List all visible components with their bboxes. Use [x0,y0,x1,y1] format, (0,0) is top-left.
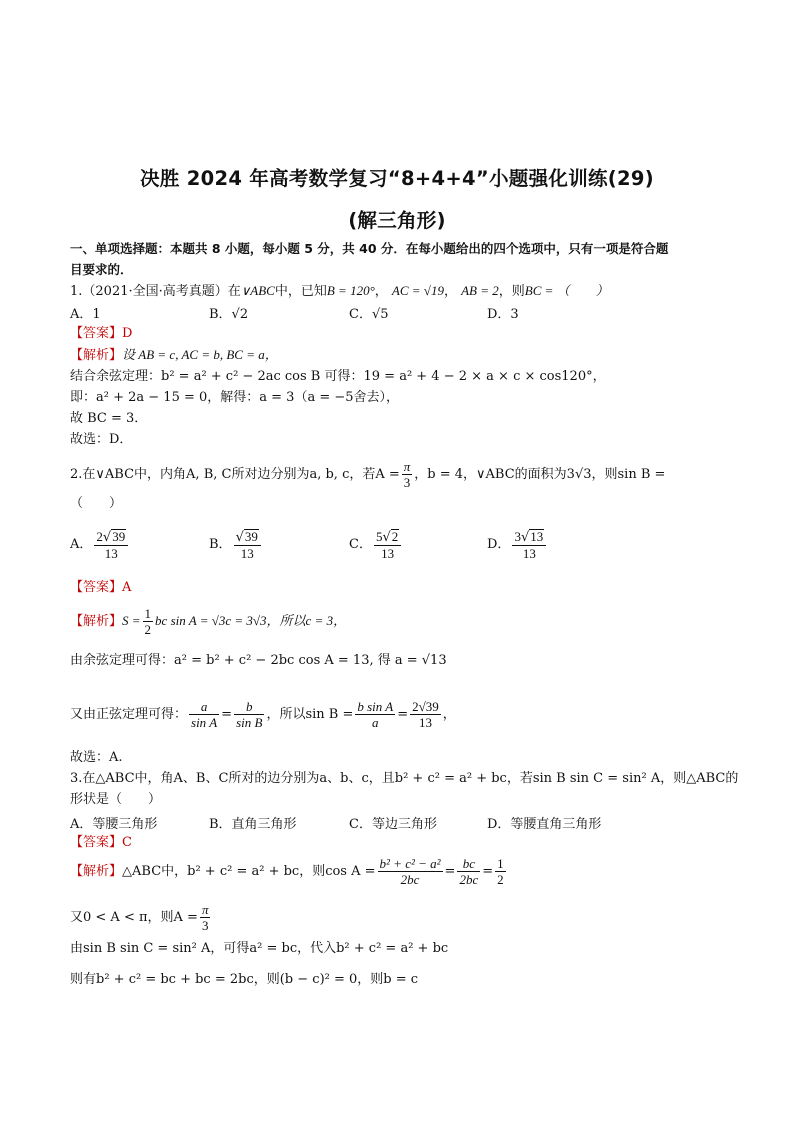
q2-an3-b: ，所以sin B = [266,707,354,722]
option-letter: A． [70,537,93,552]
coef: 3 [514,528,521,544]
radicand: 2 [391,528,399,544]
radical-icon: √ [520,529,530,545]
q3-analysis-l2 [70,902,730,933]
q1-stem-suffix: ，则 [498,284,525,299]
radicand: 39 [112,528,126,544]
q1-option-a: A．1 [70,307,101,322]
q1-option-b: B．√2 [209,307,249,322]
q1-stem: 1.（2021·全国·高考真题）在∨ABC中，已知B = 120°， AC = √19， AB = 2，则BC = （ ） [70,283,609,299]
radical-icon: √ [235,529,244,545]
q2-frac-pi-3 [402,459,413,490]
q3-option-d: D．等腰直角三角形 [487,817,602,832]
q2-frac-result [410,699,441,730]
comma: ， [442,707,456,722]
frac-den: 2 [497,872,504,887]
q3-analysis-l3: 由sin B sin C = sin² A，可得a² = bc，代入b² + c² = a² + bc [70,941,449,956]
q1-analysis-l3: 即：a² + 2a − 15 = 0，解得：a = 3（a = −5舍去）， [70,390,400,405]
equals: = [482,864,494,879]
q2-stem-c: （ ） [70,496,123,511]
q2-answer [70,579,730,597]
radical-icon: √ [102,529,112,545]
section-header-cont: 目要求的． [70,262,133,277]
answer-tag: 【答案】 [70,580,123,595]
frac-den: 2 [144,622,152,637]
section-header: 一、单项选择题：本题共 8 小题，每小题 5 分，共 40 分．在每小题给出的四个选项中，只有一项是符合题 [70,241,669,256]
q1-analysis-text: 设 AB = c, AC = b, BC = a， [122,347,278,362]
radicand: 13 [530,528,544,544]
denominator: 13 [104,545,118,561]
q2-stem-a: 2.在∨ABC中，内角A, B, C所对边分别为a, b, c，若A = [70,467,400,482]
equals: = [221,707,233,722]
q1-cond-b: B = 120° [326,283,375,298]
frac-num: π [201,902,209,917]
q2-an1-b: bc sin A = √3c = 3√3，所以c = 3， [155,613,347,628]
q3-analysis-l4: 则有b² + c² = bc + bc = 2bc，则(b − c)² = 0，则b = c [70,972,419,987]
radicand: 39 [244,528,258,544]
frac-num: π [403,459,411,474]
q3-frac-pi-3 [200,902,211,933]
frac-den: 3 [403,475,411,490]
document-title: 决胜 2024 年高考数学复习“8+4+4”小题强化训练(29) [140,167,654,190]
q1-stem-mid: 中，已知 [274,284,327,299]
q3-analysis-l1 [70,855,730,889]
q1-cond-ac: AC = √19 [391,283,444,298]
q1-option-c: C．√5 [349,307,389,322]
q1-analysis-l2: 结合余弦定理：b² = a² + c² − 2ac cos B 可得：19 = a² + 4 − 2 × a × c × cos120°， [70,369,606,384]
q2-frac-bsinA-a [355,699,395,730]
q2-option-b [209,527,263,563]
option-letter: C． [349,537,372,552]
q2-frac-b-sinB [234,699,264,730]
analysis-tag: 【解析】 [70,614,123,629]
q2-an3-a: 又由正弦定理可得： [70,707,188,722]
q3-frac-cosA [378,856,443,887]
q1-analysis-l1 [70,346,730,365]
q2-option-d [487,527,548,563]
q2-analysis-l1 [70,604,730,639]
option-fraction [374,529,401,561]
frac-den: 2bc [400,872,420,887]
q3-answer [70,834,730,852]
option-fraction [94,529,128,561]
q2-option-c [349,527,403,563]
q1-triangle: ∨ABC [240,283,275,298]
equals: = [444,864,456,879]
coef: 2 [96,528,103,544]
answer-value: D [122,326,133,341]
q3-option-b: B．直角三角形 [209,817,297,832]
q3-option-a: A．等腰三角形 [70,817,158,832]
frac-num: b [234,699,264,715]
q1-choose: 故选：D． [70,432,133,447]
denominator: 13 [522,545,536,561]
q2-stem-b: ，b = 4，∨ABC的面积为3√3，则sin B = [414,467,666,482]
answer-value: A [122,580,132,595]
analysis-tag: 【解析】 [70,348,123,363]
frac-num: b² + c² − a² [379,856,441,871]
radical-icon: √ [382,529,391,545]
equals: = [397,707,409,722]
denominator: 13 [240,545,254,561]
q1-cond-ab: AB = 2 [461,283,499,298]
frac-den: sin A [191,715,218,730]
frac-num: 2√39 [412,699,439,714]
q1-analysis-l4: 故 BC = 3． [70,411,148,426]
analysis-tag: 【解析】 [70,864,123,879]
q2-an1-a: S = [122,613,141,628]
q3-stem-l1: 3.在△ABC中，角A、B、C所对的边分别为a、b、c，且b² + c² = a² + bc，若sin B sin C = sin² A，则△ABC的 [70,771,739,786]
frac-den: 13 [418,715,432,730]
frac-num: 1 [497,856,504,871]
answer-tag: 【答案】 [70,326,123,341]
q2-analysis-l3 [70,697,730,733]
frac-den: sin B [236,715,263,730]
q2-frac-half [143,606,154,637]
option-letter: D． [487,537,511,552]
frac-num: b sin A [357,699,394,714]
q3-option-c: C．等边三角形 [349,817,437,832]
frac-num: a [189,699,219,715]
option-letter: B． [209,537,232,552]
document-subtitle: (解三角形) [348,209,446,232]
q3-frac-bc [457,856,480,887]
option-fraction [512,529,546,561]
q1-answer [70,325,730,343]
frac-num: 1 [144,606,152,621]
q2-stem [70,458,730,492]
frac-den: 3 [201,918,209,933]
q2-option-a [70,527,130,563]
answer-value: C [122,835,132,850]
q3-an1-a: △ABC中，b² + c² = a² + bc，则cos A = [122,864,376,879]
q1-ask: BC = （ ） [524,283,609,298]
q3-stem-l2: 形状是（ ） [70,792,162,807]
q1-option-d: D．3 [487,307,519,322]
q1-stem-prefix: 1.（2021·全国·高考真题）在 [70,284,241,299]
frac-den: 2bc [459,872,479,887]
denominator: 13 [381,545,395,561]
coef: 5 [375,528,383,544]
q2-choose: 故选：A. [70,750,123,765]
frac-num: bc [457,856,480,872]
q2-analysis-l2: 由余弦定理可得：a² = b² + c² − 2bc cos A = 13, 得 a = √13 [70,653,447,668]
q3-frac-half [495,856,506,887]
option-fraction [234,529,261,561]
answer-tag: 【答案】 [70,835,123,850]
frac-den: a [372,715,379,730]
q2-frac-a-sinA [189,699,219,730]
q3-an2-a: 又0 < A < π，则A = [70,910,198,925]
